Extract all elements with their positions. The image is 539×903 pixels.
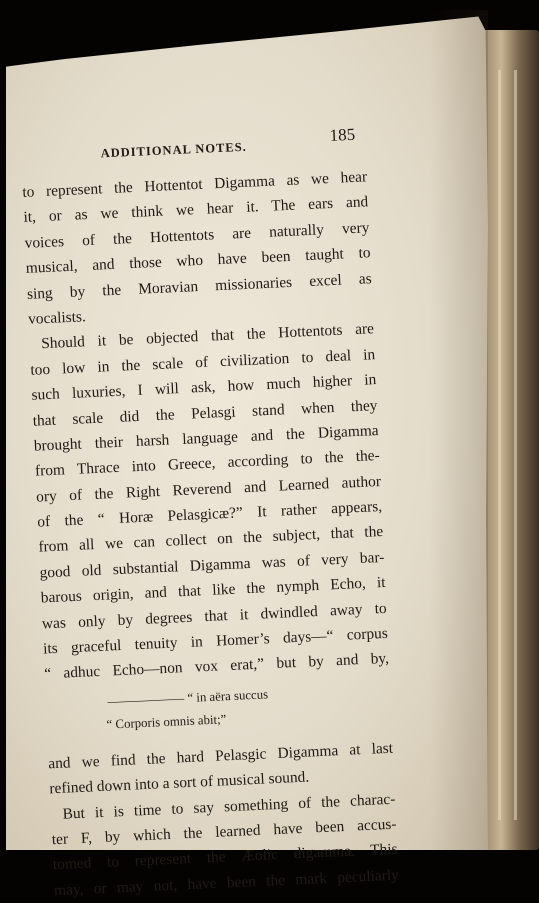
paragraph-start: But it is time to say something of the charac- bbox=[62, 790, 396, 823]
text-line: to represent the Hottentot Digamma as we hear bbox=[21, 168, 368, 201]
text-line: of the “ Horæ Pelasgicæ?” It rather appears, bbox=[36, 498, 383, 531]
text-line: sing by the Moravian missionaries excel as bbox=[26, 269, 373, 303]
text-line: “ adhuc Echo—non vox erat,” but by and by, bbox=[43, 650, 390, 683]
text-line: ter F, by which the learned have been accus- bbox=[51, 815, 397, 849]
text-line: too low in the scale of civilization to deal in bbox=[30, 345, 376, 379]
text-line: from all we can collect on the subject, that the bbox=[38, 523, 384, 557]
page-text bbox=[20, 124, 399, 903]
text-line: vocalists. bbox=[27, 308, 87, 328]
text-line: good old substantial Digamma was of very bar- bbox=[39, 548, 385, 582]
text-line: musical, and those who have been taught to bbox=[25, 244, 371, 278]
text-line: tomed to represent the Æolic digamma. This bbox=[52, 840, 398, 874]
verse-quote-line: “ Corporis omnis abit;” bbox=[106, 712, 227, 732]
text-line: brought their harsh language and the Digamma bbox=[33, 421, 379, 455]
text-line: was only by degrees that it dwindled away to bbox=[41, 599, 387, 633]
text-line: and we find the hard Pelasgic Digamma at last bbox=[47, 739, 394, 773]
text-line: refined down into a sort of musical sound. bbox=[49, 768, 310, 798]
text-line: its graceful tenuity in Homer’s days—“ corpus bbox=[42, 624, 389, 658]
text-line: may, or may not, have been the mark peculiarly bbox=[53, 866, 400, 899]
verse-quote-line: —————— “ in aëra succus bbox=[107, 687, 269, 709]
text-line: voices of the Hottentots are naturally very bbox=[24, 219, 370, 252]
text-line: it, or as we think we hear it. The ears and bbox=[23, 193, 369, 227]
text-line: such luxuries, I will ask, how much higher in bbox=[31, 371, 377, 404]
text-line: ory of the Right Reverend and Learned author bbox=[35, 472, 382, 506]
running-head: ADDITIONAL NOTES. bbox=[100, 139, 248, 161]
page-number: 185 bbox=[329, 124, 356, 145]
text-line: that scale did the Pelasgi stand when they bbox=[32, 396, 378, 430]
paragraph-start: Should it be objected that the Hottentots are bbox=[40, 320, 375, 353]
text-line: barous origin, and that like the nymph Echo, it bbox=[40, 574, 386, 607]
text-line: from Thrace into Greece, according to the the- bbox=[34, 447, 381, 480]
page-edge bbox=[514, 70, 517, 820]
page-edge bbox=[498, 70, 501, 820]
